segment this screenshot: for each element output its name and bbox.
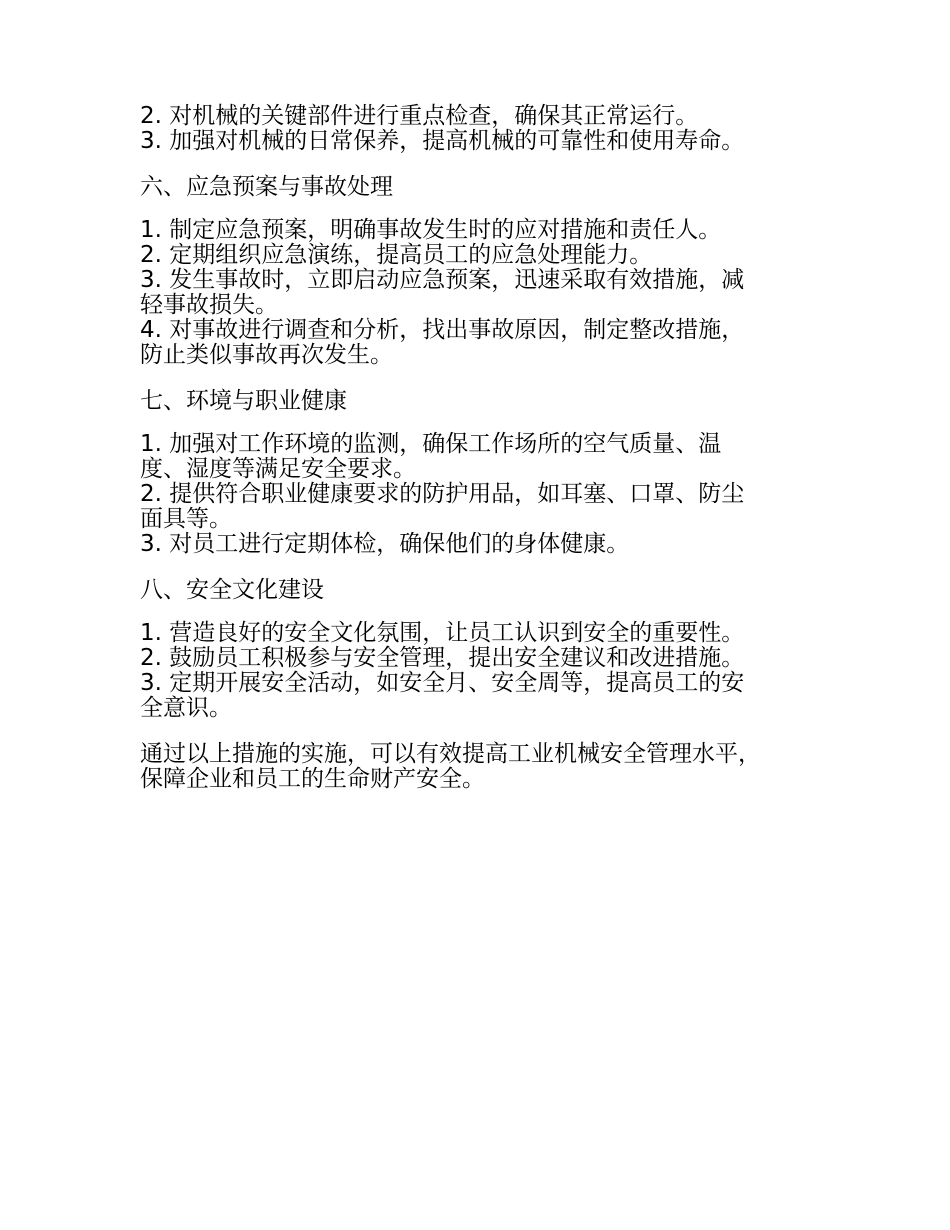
closing-paragraph [140, 742, 796, 792]
list-item: 2. 定期组织应急演练，提高员工的应急处理能力。 [140, 242, 653, 268]
document-body [140, 104, 796, 792]
list-item: 3. 发生事故时，立即启动应急预案，迅速采取有效措施，减 [140, 267, 745, 293]
list-item: 2. 提供符合职业健康要求的防护用品，如耳塞、口罩、防尘 [140, 481, 745, 507]
section-8-heading: 八、安全文化建设 [140, 577, 324, 603]
list-item-continuation: 轻事故损失。 [140, 292, 278, 318]
list-item: 4. 对事故进行调查和分析，找出事故原因，制定整改措施， [140, 317, 745, 343]
list-item: 3. 加强对机械的日常保养，提高机械的可靠性和使用寿命。 [140, 128, 745, 154]
list-item-continuation: 度、湿度等满足安全要求。 [140, 456, 416, 482]
list-item: 1. 加强对工作环境的监测，确保工作场所的空气质量、温 [140, 431, 722, 457]
list-item-continuation: 防止类似事故再次发生。 [140, 342, 393, 368]
section-5-tail [140, 104, 796, 154]
section-7-list [140, 432, 796, 557]
list-item: 3. 定期开展安全活动，如安全月、安全周等，提高员工的安 [140, 670, 745, 696]
list-item-continuation: 全意识。 [140, 695, 232, 721]
list-item: 3. 对员工进行定期体检，确保他们的身体健康。 [140, 531, 630, 557]
section-6-list [140, 218, 796, 368]
section-6-heading: 六、应急预案与事故处理 [140, 174, 393, 200]
section-8-list [140, 621, 796, 721]
paragraph-line: 保障企业和员工的生命财产安全。 [140, 766, 485, 792]
list-item: 2. 鼓励员工积极参与安全管理，提出安全建议和改进措施。 [140, 645, 745, 671]
paragraph-line: 通过以上措施的实施，可以有效提高工业机械安全管理水平， [140, 741, 761, 767]
list-item: 1. 制定应急预案，明确事故发生时的应对措施和责任人。 [140, 217, 722, 243]
list-item-continuation: 面具等。 [140, 506, 232, 532]
list-item: 1. 营造良好的安全文化氛围，让员工认识到安全的重要性。 [140, 620, 745, 646]
list-item: 2. 对机械的关键部件进行重点检查，确保其正常运行。 [140, 103, 699, 129]
section-7-heading: 七、环境与职业健康 [140, 388, 347, 414]
